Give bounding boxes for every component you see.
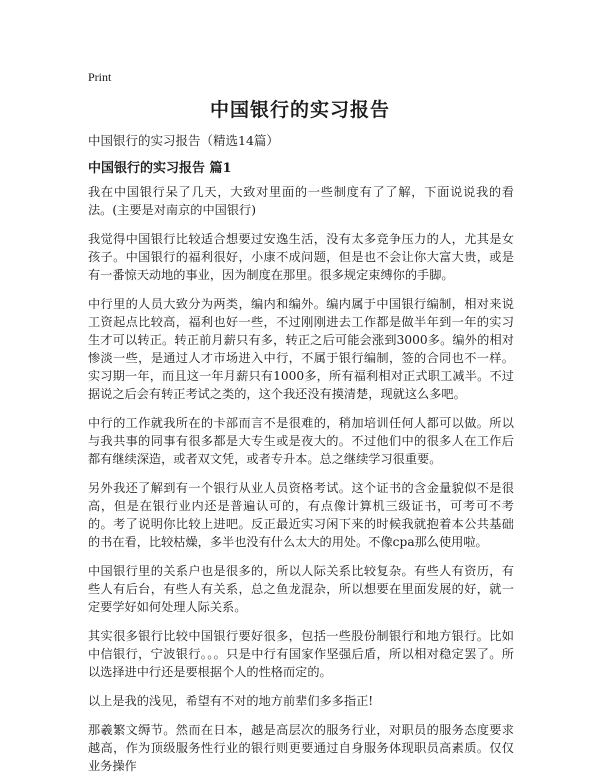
print-link[interactable]: Print bbox=[88, 70, 112, 84]
paragraph-8: 以上是我的浅见，希望有不对的地方前辈们多多指正! bbox=[88, 694, 374, 708]
paragraph-3: 中行里的人员大致分为两类，编内和编外。编内属于中国银行编制，相对来说工资起点比较高，福利也好一些，不过刚刚进去工作都是做半年到一年的实习生才可以转正。转正前月薪只有多，转正之后可能会涨到3000多。编外的相对惨淡一些，是通过人才市场进入中行，不属于银行编制，签的合同也不一样。实习期一年，而且这一年月薪只有1000多，所有福利相对正式职工减半。不过据说之后会有转正考试之类的，这个我还没有摸清楚，现就这么多吧。 bbox=[88, 297, 514, 401]
paragraph-1: 我在中国银行呆了几天，大致对里面的一些制度有了了解，下面说说我的看法。(主要是对南京的中国银行) bbox=[88, 185, 514, 217]
paragraph-9: 那羲繁文缛节。然而在日本，越是高层次的服务行业，对职员的服务态度要求越高，作为顶级服务性行业的银行则更要通过自身服务体现职员高素质。仅仅业务操作 bbox=[88, 723, 514, 773]
section-heading: 中国银行的实习报告 篇1 bbox=[88, 161, 232, 176]
page-title: 中国银行的实习报告 bbox=[209, 99, 390, 121]
document-body bbox=[88, 183, 514, 776]
paragraph-4: 中行的工作就我所在的卡部而言不是很难的，稍加培训任何人都可以做。所以与我共事的同事有很多都是大专生或是夜大的。不过他们中的很多人在工作后都有继续深造，或者双文凭，或者专升本。总之继续学习很重要。 bbox=[88, 416, 514, 466]
paragraph-5: 另外我还了解到有一个银行从业人员资格考试。这个证书的含金量貌似不是很高，但是在银行业内还是普遍认可的，有点像计算机三级证书，可考可不考的。考了说明你比较上进吧。反正最近实习闲下来的时候我就抱着本公共基础的书在看，比较枯燥，多半也没有什么太大的用处。不像cpa那么使用啦。 bbox=[88, 481, 514, 549]
paragraph-2: 我觉得中国银行比较适合想要过安逸生活，没有太多竞争压力的人，尤其是女孩子。中国银行的福利很好，小康不成问题，但是也不会让你大富大贵，或是有一番惊天动地的事业，因为制度在那里。很多规定束缚你的手脚。 bbox=[88, 232, 514, 282]
paragraph-6: 中国银行里的关系户也是很多的，所以人际关系比较复杂。有些人有资历，有些人有后台，有些人有关系，总之鱼龙混杂，所以想要在里面发展的好，就一定要学好如何处理人际关系。 bbox=[88, 564, 514, 614]
document-subtitle: 中国银行的实习报告（精选14篇） bbox=[88, 133, 279, 148]
paragraph-7: 其实很多银行比较中国银行要好很多，包括一些股份制银行和地方银行。比如中信银行，宁波银行。。。只是中行有国家作坚强后盾，所以相对稳定罢了。所以选择进中行还是要根据个人的性格而定的。 bbox=[88, 629, 514, 679]
